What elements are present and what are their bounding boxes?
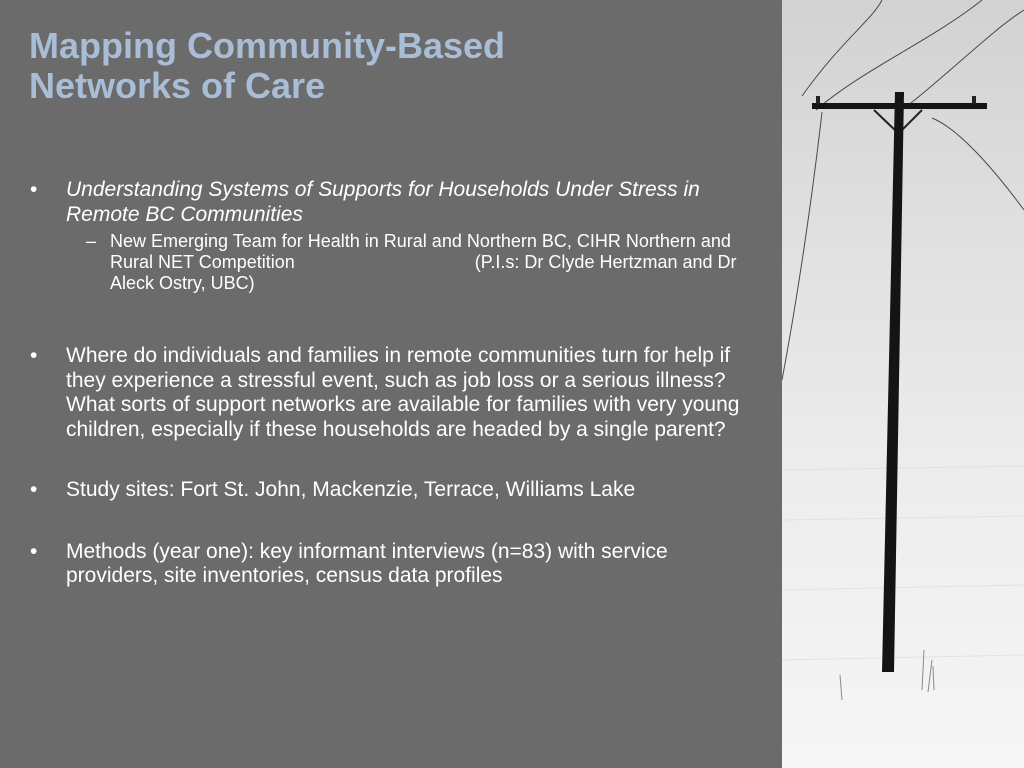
sub-bullet-item <box>30 231 760 294</box>
slide-title-line-2: Networks of Care <box>29 65 326 106</box>
bullet-item <box>30 344 760 442</box>
bullet-text: Methods (year one): key informant interviews (n=83) with service providers, site inventories, census data profiles <box>66 539 668 587</box>
bullet-marker: • <box>30 478 38 501</box>
bullet-text: Where do individuals and families in remote communities turn for help if they experience a stressful event, such as job loss or a serious illness? What sorts of support networks are available for families with very young children, especially if these households are headed by a single parent? <box>66 344 740 441</box>
bullet-text: Understanding Systems of Supports for Households Under Stress in Remote BC Communities <box>66 178 700 226</box>
slide-body <box>30 178 760 589</box>
sub-bullet-marker: – <box>86 231 97 251</box>
bullet-marker: • <box>30 539 38 563</box>
bullet-text: Study sites: Fort St. John, Mackenzie, Terrace, Williams Lake <box>66 478 636 501</box>
winter-power-pole-photo <box>782 0 1024 768</box>
bullet-item <box>30 178 760 227</box>
bullet-item <box>30 540 760 589</box>
sub-bullet-text: New Emerging Team for Health in Rural and Northern BC, CIHR Northern and Rural NET Competition <box>110 231 731 272</box>
bullet-marker: • <box>30 178 38 201</box>
bullet-item <box>30 478 760 503</box>
bullet-marker: • <box>30 344 38 367</box>
slide-title <box>29 26 729 106</box>
slide-title-line-1: Mapping Community-Based <box>29 25 506 66</box>
sub-bullet-pi: (P.I.s: Dr Clyde Hertzman and Dr Aleck Ostry, UBC) <box>110 252 737 293</box>
